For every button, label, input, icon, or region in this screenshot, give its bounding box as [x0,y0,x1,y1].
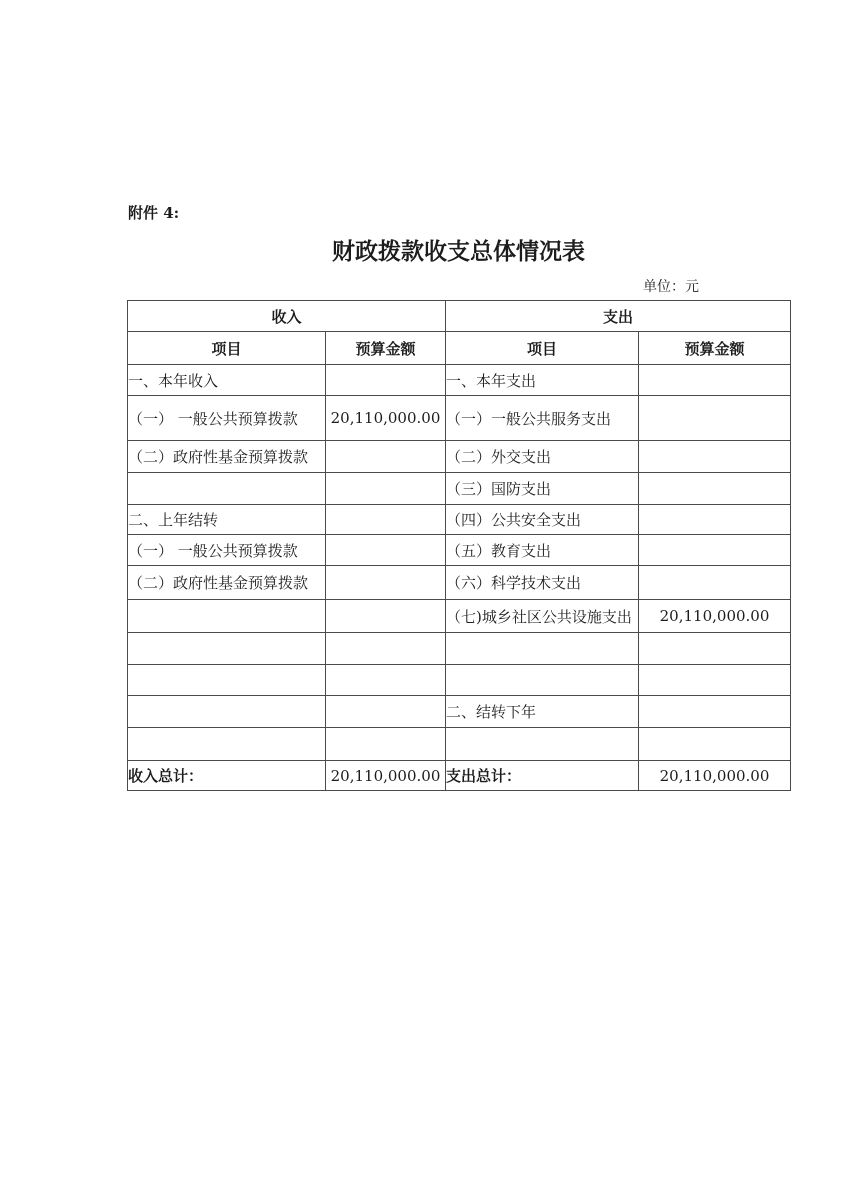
expense-amount-cell [639,396,791,441]
income-item-cell [128,728,326,761]
income-item-cell [128,600,326,633]
expense-item-cell: 一、本年支出 [446,365,639,396]
income-item-cell [128,696,326,728]
table-header-row-columns [128,332,791,365]
income-amount-cell [326,473,446,505]
income-item-cell: （一） 一般公共预算拨款 [128,535,326,566]
table-row [128,696,791,728]
table-row [128,728,791,761]
header-expense-section: 支出 [446,301,791,332]
table-row [128,473,791,505]
document-title: 财政拨款收支总体情况表 [332,238,585,265]
table-header-row-sections [128,301,791,332]
income-amount-cell [326,696,446,728]
income-item-cell: 二、上年结转 [128,505,326,535]
income-amount-cell [326,728,446,761]
table-row [128,600,791,633]
expense-amount-cell [639,728,791,761]
header-expense-item: 项目 [446,332,639,365]
expense-total-amount: 20,110,000.00 [639,761,791,791]
header-income-section: 收入 [128,301,446,332]
table-row [128,396,791,441]
income-amount-cell: 20,110,000.00 [326,396,446,441]
income-amount-cell [326,535,446,566]
expense-amount-cell [639,633,791,665]
expense-amount-cell [639,473,791,505]
table-row [128,441,791,473]
expense-item-cell: （二）外交支出 [446,441,639,473]
table-row [128,365,791,396]
expense-amount-cell [639,566,791,600]
expense-amount-cell [639,365,791,396]
expense-item-cell [446,728,639,761]
expense-amount-cell [639,505,791,535]
header-income-item: 项目 [128,332,326,365]
budget-table [127,300,791,791]
expense-item-cell: （五）教育支出 [446,535,639,566]
income-item-cell: 一、本年收入 [128,365,326,396]
income-amount-cell [326,600,446,633]
expense-amount-cell [639,441,791,473]
income-amount-cell [326,633,446,665]
income-item-cell: （一） 一般公共预算拨款 [128,396,326,441]
expense-amount-cell [639,535,791,566]
expense-item-cell: 二、结转下年 [446,696,639,728]
income-item-cell [128,473,326,505]
income-total-label: 收入总计： [128,761,326,791]
income-amount-cell [326,505,446,535]
expense-total-label: 支出总计： [446,761,639,791]
table-row [128,633,791,665]
expense-item-cell: （六）科学技术支出 [446,566,639,600]
income-item-cell [128,633,326,665]
income-amount-cell [326,665,446,696]
income-total-amount: 20,110,000.00 [326,761,446,791]
expense-item-cell [446,633,639,665]
income-amount-cell [326,566,446,600]
income-item-cell: （二）政府性基金预算拨款 [128,441,326,473]
income-amount-cell [326,365,446,396]
income-item-cell [128,665,326,696]
table-row [128,665,791,696]
unit-label: 单位：元 [643,279,699,295]
header-expense-amount: 预算金额 [639,332,791,365]
expense-item-cell: （四）公共安全支出 [446,505,639,535]
expense-amount-cell [639,665,791,696]
table-row [128,505,791,535]
expense-item-cell [446,665,639,696]
expense-item-cell: （三）国防支出 [446,473,639,505]
expense-item-cell: （七)城乡社区公共设施支出 [446,600,639,633]
attachment-label: 附件 4: [128,204,180,222]
table-row [128,535,791,566]
expense-item-cell: （一）一般公共服务支出 [446,396,639,441]
header-income-amount: 预算金额 [326,332,446,365]
expense-amount-cell [639,696,791,728]
table-row [128,566,791,600]
table-row-totals [128,761,791,791]
income-item-cell: （二）政府性基金预算拨款 [128,566,326,600]
expense-amount-cell: 20,110,000.00 [639,600,791,633]
income-amount-cell [326,441,446,473]
